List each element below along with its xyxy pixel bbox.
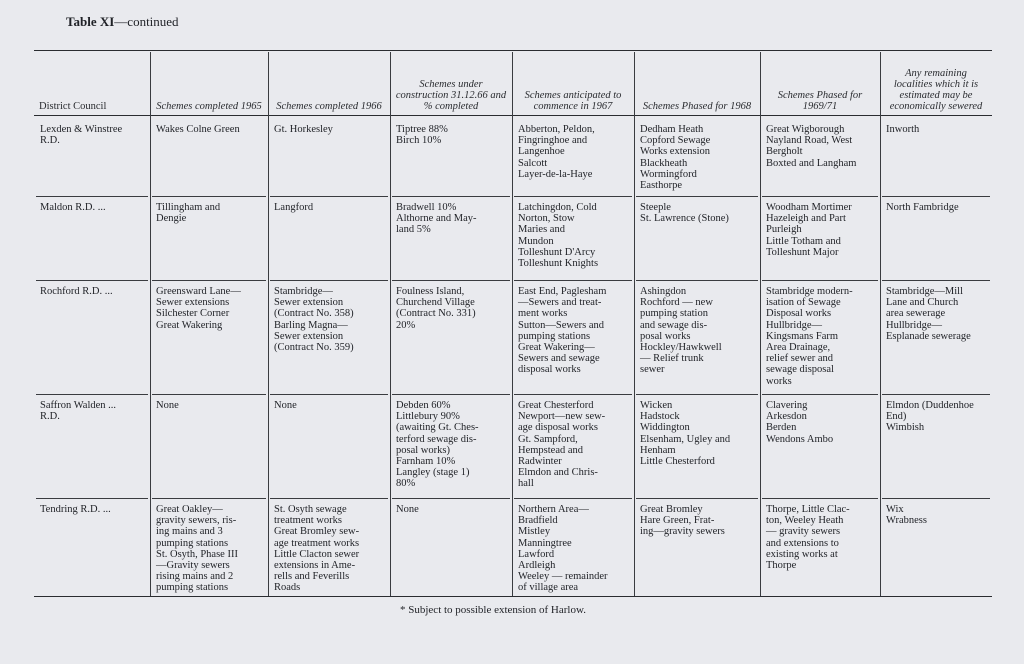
table-cell: Elmdon (Duddenhoe End) Wimbish: [886, 400, 974, 434]
column-header: Schemes Phased for 1968: [642, 101, 752, 112]
row-divider: [514, 394, 632, 395]
row-divider: [36, 394, 148, 395]
table-cell: Stambridge— Sewer extension (Contract No. 358) Barling Magna— Sewer extension (Contract No. 359): [274, 286, 354, 354]
row-divider: [392, 498, 510, 499]
table-cell: Foulness Island, Churchend Village (Contract No. 331) 20%: [396, 286, 476, 331]
table-cell: East End, Paglesham —Sewers and treat- ment works Sutton—Sewers and pumping stations Great Wakering— Sewers and sewage disposal works: [518, 286, 607, 376]
table-cell: Dedham Heath Copford Sewage Works extension Blackheath Wormingford Easthorpe: [640, 124, 711, 192]
row-divider: [36, 498, 148, 499]
column-divider: [760, 52, 761, 596]
row-divider: [270, 196, 388, 197]
table-cell: Steeple St. Lawrence (Stone): [640, 202, 729, 225]
table-cell: None: [274, 400, 297, 411]
table-cell: Latchingdon, Cold Norton, Stow Maries and Mundon Tolleshunt D'Arcy Tolleshunt Knights: [518, 202, 599, 270]
column-header: Schemes completed 1965: [156, 101, 262, 112]
district-cell: Tendring R.D. ...: [40, 504, 111, 515]
column-header: Schemes anticipated to commence in 1967: [524, 90, 622, 112]
table-caption: Table XI—continued: [66, 14, 179, 29]
row-divider: [762, 196, 878, 197]
bottom-rule: [34, 596, 992, 597]
column-header: District Council: [39, 101, 107, 112]
column-header: Schemes under construction 31.12.66 and % completed: [395, 79, 507, 112]
row-divider: [514, 280, 632, 281]
table-cell: Wakes Colne Green: [156, 124, 240, 135]
row-divider: [882, 498, 990, 499]
row-divider: [36, 280, 148, 281]
table-cell: Inworth: [886, 124, 920, 135]
row-divider: [636, 394, 758, 395]
district-cell: Lexden & Winstree R.D.: [40, 124, 123, 147]
table-cell: Clavering Arkesdon Berden Wendons Ambo: [766, 400, 834, 445]
row-divider: [882, 196, 990, 197]
table-cell: Thorpe, Little Clac- ton, Weeley Heath — gravity sewers and extensions to existing works at Thorpe: [766, 504, 850, 572]
table-cell: North Fambridge: [886, 202, 959, 213]
row-divider: [392, 280, 510, 281]
table-cell: Bradwell 10% Althorne and May- land 5%: [396, 202, 477, 236]
footnote: * Subject to possible extension of Harlow.: [400, 604, 586, 616]
row-divider: [152, 280, 266, 281]
column-header: Schemes Phased for 1969/71: [777, 90, 863, 112]
column-header: Schemes completed 1966: [276, 101, 382, 112]
table-cell: Great Wigborough Nayland Road, West Bergholt Boxted and Langham: [766, 124, 857, 169]
table-cell: Tiptree 88% Birch 10%: [396, 124, 448, 147]
table-cell: Great Bromley Hare Green, Frat- ing—gravity sewers: [640, 504, 725, 538]
column-header: Any remaining localities which it is estimated may be economically sewered: [889, 68, 983, 112]
table-cell: Great Oakley— gravity sewers, ris- ing mains and 3 pumping stations St. Osyth, Phase III —Gravity sewers rising mains and 2 pumping stations: [156, 504, 238, 594]
row-divider: [636, 498, 758, 499]
district-cell: Rochford R.D. ...: [40, 286, 113, 297]
table-cell: Stambridge modern- isation of Sewage Disposal works Hullbridge— Kingsmans Farm Area Drainage, relief sewer and sewage disposal works: [766, 286, 853, 387]
column-divider: [634, 52, 635, 596]
row-divider: [270, 394, 388, 395]
row-divider: [882, 394, 990, 395]
table-cell: Wix Wrabness: [886, 504, 927, 527]
row-divider: [514, 498, 632, 499]
row-divider: [36, 196, 148, 197]
row-divider: [636, 280, 758, 281]
table-cell: Gt. Horkesley: [274, 124, 333, 135]
table-cell: Wicken Hadstock Widdington Elsenham, Ugley and Henham Little Chesterford: [640, 400, 731, 468]
row-divider: [392, 196, 510, 197]
table-cell: Northern Area— Bradfield Mistley Manningtree Lawford Ardleigh Weeley — remainder of village area: [518, 504, 608, 594]
table-cell: St. Osyth sewage treatment works Great Bromley sew- age treatment works Little Clacton sewer extensions in Ame- rells and Feverills Roads: [274, 504, 360, 594]
top-rule: [34, 50, 992, 51]
table-cell: Great Chesterford Newport—new sew- age disposal works Gt. Sampford, Hempstead and Radwinter Elmdon and Chris- hall: [518, 400, 606, 490]
district-cell: Saffron Walden ... R.D.: [40, 400, 117, 423]
table-cell: Stambridge—Mill Lane and Church area sewerage Hullbridge— Esplanade sewerage: [886, 286, 971, 342]
row-divider: [392, 394, 510, 395]
header-rule: [34, 115, 992, 116]
district-cell: Maldon R.D. ...: [40, 202, 106, 213]
row-divider: [762, 394, 878, 395]
row-divider: [636, 196, 758, 197]
row-divider: [152, 196, 266, 197]
row-divider: [762, 498, 878, 499]
table-cell: None: [396, 504, 419, 515]
column-divider: [880, 52, 881, 596]
row-divider: [270, 498, 388, 499]
row-divider: [270, 280, 388, 281]
row-divider: [882, 280, 990, 281]
table-cell: Woodham Mortimer Hazeleigh and Part Purleigh Little Totham and Tolleshunt Major: [766, 202, 852, 258]
table-cell: Tillingham and Dengie: [156, 202, 221, 225]
row-divider: [762, 280, 878, 281]
column-divider: [150, 52, 151, 596]
column-divider: [512, 52, 513, 596]
row-divider: [152, 498, 266, 499]
table-cell: Greensward Lane— Sewer extensions Silchester Corner Great Wakering: [156, 286, 241, 331]
table-cell: Debden 60% Littlebury 90% (awaiting Gt. Ches- terford sewage dis- posal works) Farnham 10% Langley (stage 1) 80%: [396, 400, 479, 490]
column-divider: [268, 52, 269, 596]
table-cell: Langford: [274, 202, 314, 213]
row-divider: [152, 394, 266, 395]
table-cell: Abberton, Peldon, Fingringhoe and Langenhoe Salcott Layer-de-la-Haye: [518, 124, 595, 180]
table-cell: None: [156, 400, 179, 411]
row-divider: [514, 196, 632, 197]
table-cell: Ashingdon Rochford — new pumping station and sewage dis- posal works Hockley/Hawkwell — Relief trunk sewer: [640, 286, 722, 376]
column-divider: [390, 52, 391, 596]
